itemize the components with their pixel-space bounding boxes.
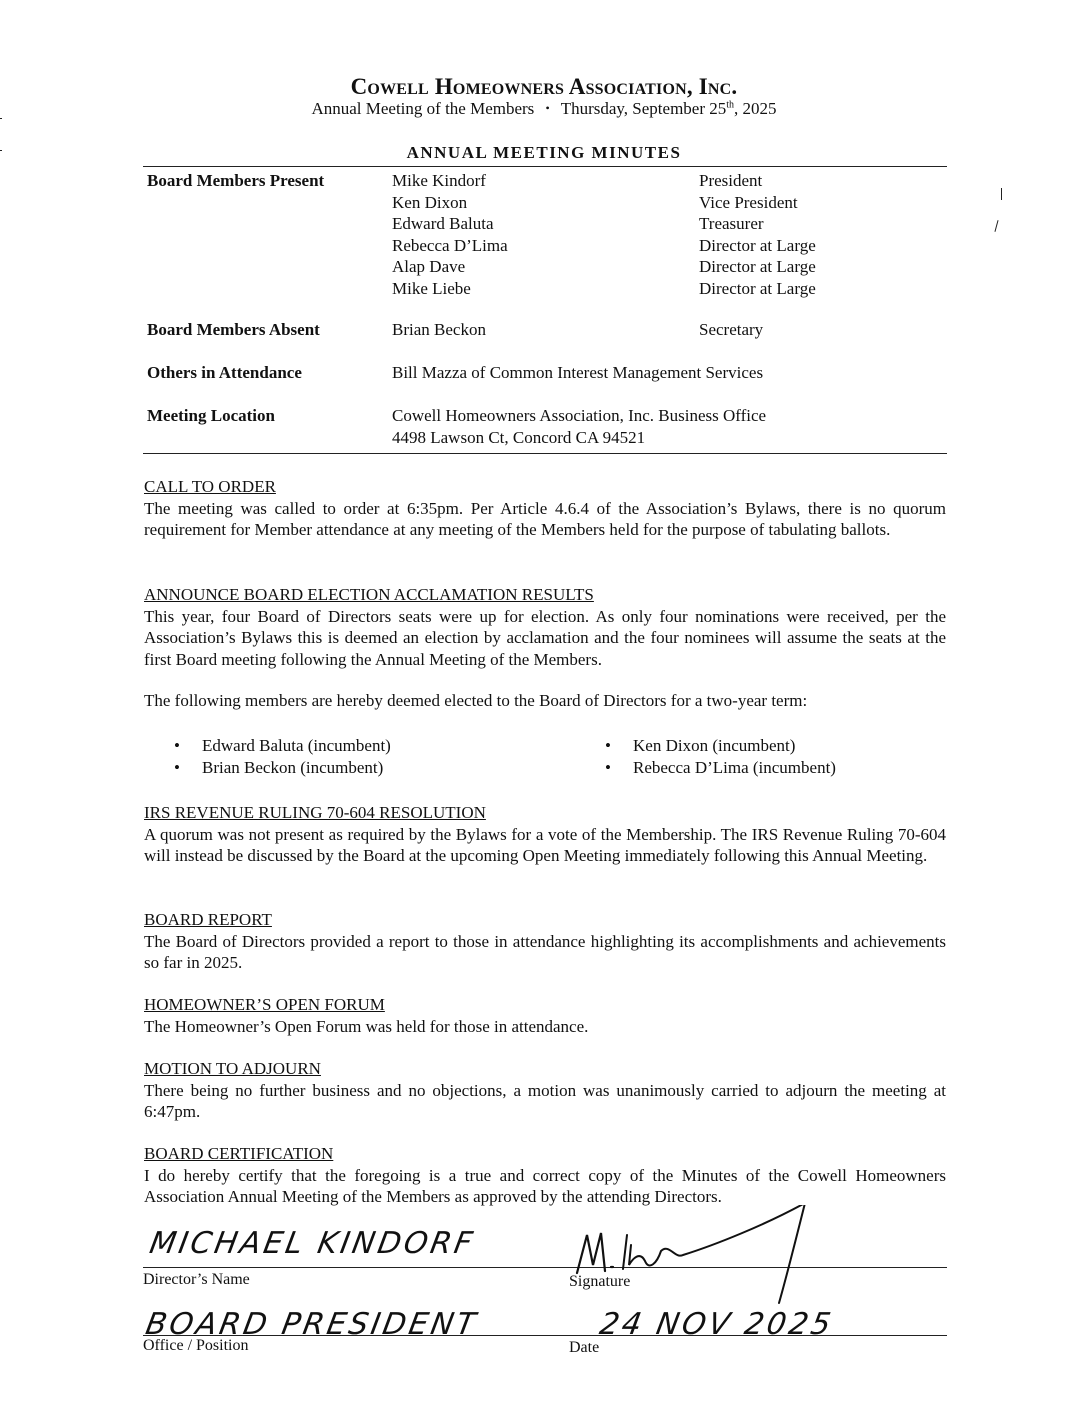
directors-name-label: Director’s Name (143, 1271, 250, 1288)
section-heading: ANNOUNCE BOARD ELECTION ACCLAMATION RESULTS (144, 585, 594, 604)
section-body: A quorum was not present as required by the Bylaws for a vote of the Membership. The IRS Revenue Ruling 70-604 will instead be discussed by the Board at the upcoming Open Meeting immediately following this Annual Meeting. (144, 824, 946, 865)
absent-name: Brian Beckon (392, 320, 486, 339)
present-name: Rebecca D’Lima (392, 235, 508, 255)
bullet-icon: • (174, 758, 180, 777)
section-board-report (144, 909, 946, 974)
date-label: Date (569, 1339, 600, 1356)
date-ordinal: th (726, 99, 735, 111)
present-role: Director at Large (699, 257, 816, 276)
section-adjourn (144, 1058, 946, 1123)
meeting-type: Annual Meeting of the Members (311, 99, 535, 118)
absent-role: Secretary (699, 320, 764, 339)
section-heading: CALL TO ORDER (144, 477, 276, 496)
present-role: Director at Large (699, 278, 816, 298)
present-name: Mike Kindorf (392, 171, 486, 190)
elected-list-left (172, 735, 391, 779)
organization-title (0, 74, 1088, 100)
section-heading: BOARD REPORT (144, 910, 272, 929)
meeting-date: Thursday, September 25 (560, 99, 727, 118)
meeting-year: , 2025 (734, 99, 777, 118)
section-heading: HOMEOWNER’S OPEN FORUM (144, 995, 385, 1014)
section-body-2: The following members are hereby deemed elected to the Board of Directors for a two-year term: (144, 691, 808, 710)
present-name: Edward Baluta (392, 214, 494, 233)
section-body: The Board of Directors provided a report to those in attendance highlighting its accomplishments and achievements so far in 2025. (144, 931, 946, 972)
bottom-divider (143, 453, 947, 454)
present-name: Ken Dixon (392, 192, 468, 212)
date-handwritten: 24 NOV 2025 (596, 1307, 837, 1342)
org-name: Cowell Homeowners Association, Inc. (350, 74, 738, 99)
office-position-label: Office / Position (143, 1337, 249, 1354)
bullet-icon: • (174, 736, 180, 755)
present-role: Treasurer (699, 214, 764, 233)
location-line-1: Cowell Homeowners Association, Inc. Business Office (392, 406, 767, 425)
bullet-icon: • (605, 736, 611, 755)
section-body: There being no further business and no objections, a motion was unanimously carried to adjourn the meeting at 6:47pm. (144, 1080, 946, 1121)
list-item (603, 757, 836, 779)
present-label: Board Members Present (147, 171, 325, 190)
section-call-to-order (144, 476, 946, 541)
location-label: Meeting Location (147, 406, 275, 425)
elected-member: Brian Beckon (incumbent) (202, 758, 384, 777)
name-signature-line (143, 1267, 947, 1268)
office-handwritten: BOARD PRESIDENT (142, 1307, 481, 1342)
bullet-icon: • (605, 758, 611, 777)
location-line-2: 4498 Lawson Ct, Concord CA 94521 (392, 427, 646, 447)
section-body: I do hereby certify that the foregoing is a true and correct copy of the Minutes of the Cowell Homeowners Association Annual Meeting of the Members as approved by the attending Directors. (144, 1165, 946, 1206)
list-item (172, 735, 391, 757)
scan-edge-mark (1001, 188, 1002, 200)
minutes-title: ANNUAL MEETING MINUTES (406, 143, 682, 162)
present-role: Vice President (699, 192, 798, 212)
section-election (144, 584, 946, 712)
section-open-forum (144, 994, 946, 1037)
absent-label: Board Members Absent (147, 320, 320, 339)
section-body: The Homeowner’s Open Forum was held for those in attendance. (144, 1016, 589, 1036)
top-divider (143, 166, 947, 167)
present-name: Alap Dave (392, 257, 466, 276)
signature-label: Signature (569, 1273, 631, 1290)
bullet-separator-icon: • (545, 101, 550, 115)
others-value: Bill Mazza of Common Interest Management Services (392, 363, 764, 382)
directors-name-handwritten: MICHAEL KINDORF (146, 1226, 478, 1261)
section-body: The meeting was called to order at 6:35pm. Per Article 4.6.4 of the Association’s Bylaws, there is no quorum requirement for Member attendance at any meeting of the Members held for the purpose of tabulating ballots. (144, 498, 946, 539)
scan-edge-mark (994, 220, 998, 232)
list-item (603, 735, 836, 757)
others-label: Others in Attendance (147, 363, 302, 382)
signature-mark (565, 1205, 825, 1305)
elected-member: Rebecca D’Lima (incumbent) (633, 758, 836, 777)
section-certification (144, 1143, 946, 1208)
office-date-line (143, 1335, 947, 1336)
elected-member: Ken Dixon (incumbent) (633, 736, 796, 755)
scan-edge-mark (0, 118, 2, 119)
section-irs-ruling (144, 802, 946, 867)
present-name: Mike Liebe (392, 278, 471, 298)
section-heading: IRS REVENUE RULING 70-604 RESOLUTION (144, 803, 486, 822)
meeting-subtitle (0, 99, 1088, 119)
scan-edge-mark (0, 150, 2, 151)
section-heading: MOTION TO ADJOURN (144, 1059, 321, 1078)
elected-list-right (603, 735, 836, 779)
list-item (172, 757, 391, 779)
present-role: Director at Large (699, 235, 816, 255)
elected-member: Edward Baluta (incumbent) (202, 736, 391, 755)
section-heading: BOARD CERTIFICATION (144, 1144, 334, 1163)
section-body: This year, four Board of Directors seats were up for election. As only four nominations were received, per the Association’s Bylaws this is deemed an election by acclamation and the four nominees will assume the seats at the first Board meeting following the Annual Meeting of the Members. (144, 606, 946, 669)
present-role: President (699, 171, 763, 190)
